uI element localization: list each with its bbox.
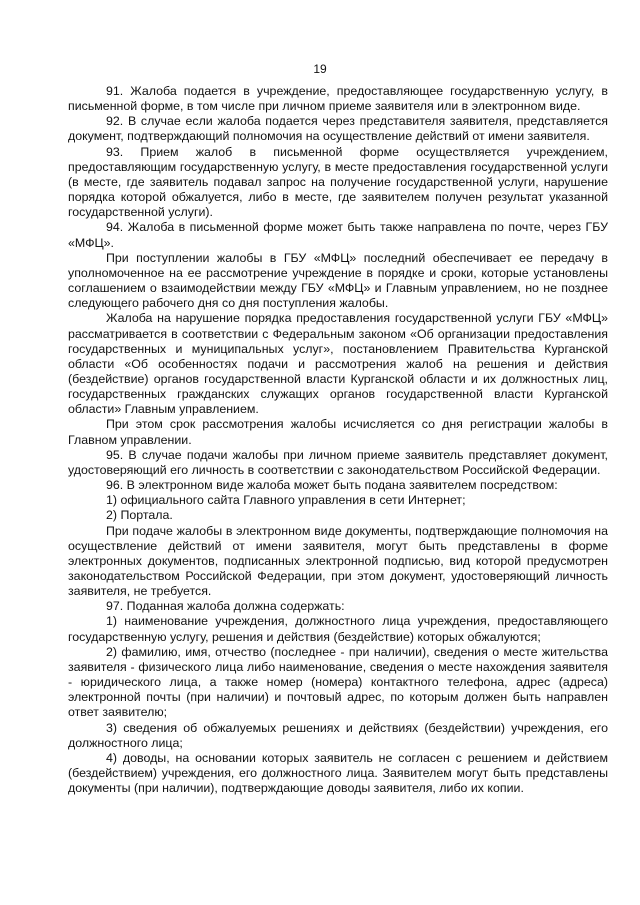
page-number: 19 xyxy=(313,62,327,76)
paragraph-94-transfer: При поступлении жалобы в ГБУ «МФЦ» последний обеспечивает ее передачу в уполномоченное на ее рассмотрение учреждение в порядке и сроки, которые установлены соглашением о взаимодействии между ГБУ «МФЦ» и Главным управлением, но не позднее следующего рабочего дня со дня поступления жалобы. xyxy=(68,250,608,311)
paragraph-91: 91. Жалоба подается в учреждение, предоставляющее государственную услугу, в письменной форме, в том числе при личном приеме заявителя или в электронном виде. xyxy=(68,84,608,114)
paragraph-92: 92. В случае если жалоба подается через представителя заявителя, представляется документ, подтверждающий полномочия на осуществление действий от имени заявителя. xyxy=(68,114,608,144)
paragraph-94-consideration: Жалоба на нарушение порядка предоставления государственной услуги ГБУ «МФЦ» рассматривается в соответствии с Федеральным законом «Об организации предоставления государственных и муниципальных услуг», постановлением Правительства Курганской области «Об особенностях подачи и рассмотрения жалоб на решения и действия (бездействие) органов государственной власти Курганской области и их должностных лиц, государственных гражданских служащих органов государственной власти Курганской области» Главным управлением. xyxy=(68,311,608,417)
paragraph-97-item-4: 4) доводы, на основании которых заявитель не согласен с решением и действием (бездействием) учреждения, его должностного лица. Заявителем могут быть представлены документы (при наличии), подтверждающие доводы заявителя, либо их копии. xyxy=(68,750,608,796)
paragraph-97: 97. Поданная жалоба должна содержать: xyxy=(106,599,345,614)
paragraph-94-term: При этом срок рассмотрения жалобы исчисляется со дня регистрации жалобы в Главном управлении. xyxy=(68,417,608,447)
paragraph-95: 95. В случае подачи жалобы при личном приеме заявитель представляет документ, удостоверяющий его личность в соответствии с законодательством Российской Федерации. xyxy=(68,447,608,477)
paragraph-93: 93. Прием жалоб в письменной форме осуществляется учреждением, предоставляющим государственную услугу, в месте предоставления государственной услуги (в месте, где заявитель подавал запрос на получение государственной услуги, нарушение порядка которой обжалуется, либо в месте, где заявителем получен результат указанной государственной услуги). xyxy=(68,144,608,220)
paragraph-96-item-2: 2) Портала. xyxy=(106,508,173,523)
paragraph-96: 96. В электронном виде жалоба может быть подана заявителем посредством: xyxy=(106,478,558,493)
paragraph-97-item-1: 1) наименование учреждения, должностного лица учреждения, предоставляющего государственную услугу, решения и действия (бездействие) которых обжалуются; xyxy=(68,614,608,644)
paragraph-97-item-3: 3) сведения об обжалуемых решениях и действиях (бездействии) учреждения, его должностного лица; xyxy=(68,720,608,750)
paragraph-96-electronic: При подаче жалобы в электронном виде документы, подтверждающие полномочия на осуществление действий от имени заявителя, могут быть представлены в форме электронных документов, подписанных электронной подписью, вид которой предусмотрен законодательством Российской Федерации, при этом документ, удостоверяющий личность заявителя, не требуется. xyxy=(68,523,608,599)
paragraph-97-item-2: 2) фамилию, имя, отчество (последнее - при наличии), сведения о месте жительства заявителя - физического лица либо наименование, сведения о месте нахождения заявителя - юридического лица, а также номер (номера) контактного телефона, адрес (адреса) электронной почты (при наличии) и почтовый адрес, по которым должен быть направлен ответ заявителю; xyxy=(68,644,608,720)
document-body xyxy=(68,84,608,796)
paragraph-96-item-1: 1) официального сайта Главного управления в сети Интернет; xyxy=(106,493,466,508)
paragraph-94: 94. Жалоба в письменной форме может быть также направлена по почте, через ГБУ «МФЦ». xyxy=(68,220,608,250)
